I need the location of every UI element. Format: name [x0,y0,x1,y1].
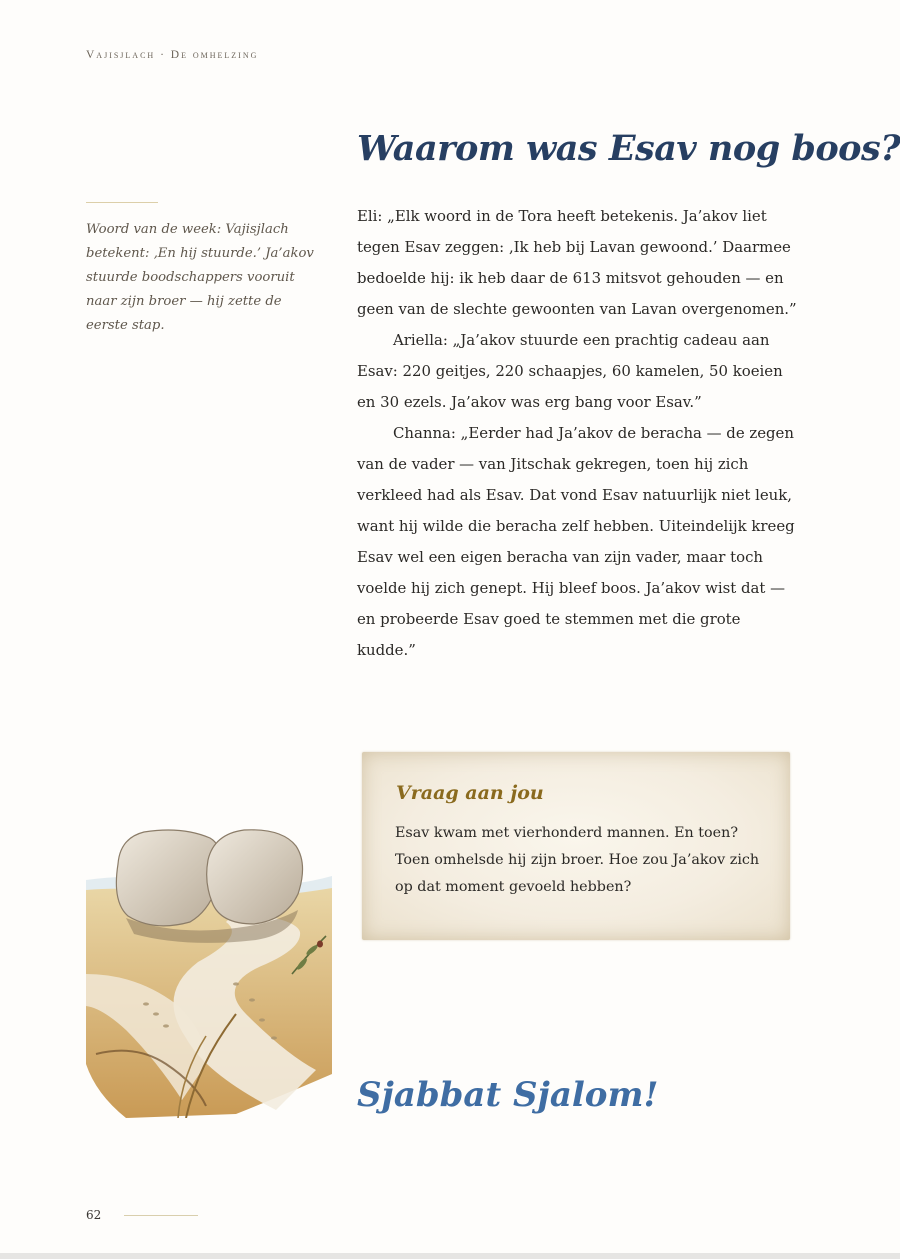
olive-fruit [317,941,323,948]
footer-rule [124,1215,198,1216]
closing-greeting: Sjabbat Sjalom! [357,1075,659,1115]
paragraph-ariella: Ariella: „Ja’akov stuurde een prachtig cadeau aan Esav: 220 geitjes, 220 schaapjes, 60 kamelen, 50 koeien en 30 ezels. Ja’akov was erg bang voor Esav.” [357,331,783,411]
body-text [357,201,797,666]
question-title: Vraag aan jou [396,782,544,804]
question-box [362,752,790,940]
page-title: Waarom was Esav nog boos? [357,128,900,169]
paragraph-channa: Channa: „Eerder had Ja’akov de beracha — de zegen van de vader — van Jitschak gekregen, toen hij zich verkleed had als Esav. Dat vond Esav natuurlijk niet leuk, want hij wilde die beracha zelf hebben. Uiteindelijk kreeg Esav wel een eigen beracha van zijn vader, maar toch voelde hij zich genept. Hij bleef boos. Ja’akov wist dat — en probeerde Esav goed te stemmen met die grote kudde.” [357,424,795,659]
side-note-rule [86,202,158,203]
rock-path-illustration [86,824,332,1118]
question-text: Esav kwam met vierhonderd mannen. En toen? Toen omhelsde hij zijn broer. Hoe zou Ja’akov zich op dat moment gevoeld hebben? [395,825,760,895]
page-number: 62 [86,1208,102,1222]
paragraph-eli: Eli: „Elk woord in de Tora heeft betekenis. Ja’akov liet tegen Esav zeggen: ‚Ik heb bij Lavan gewoond.’ Daarmee bedoelde hij: ik heb daar de 613 mitsvot gehouden — en geen van de slechte gewoonten van Lavan overgenomen.” [357,207,797,318]
page-bottom-strip [0,1253,900,1259]
running-head: Vajisjlach · De omhelzing [86,49,259,61]
side-note: Woord van de week: Vajisjlach betekent: ‚En hij stuurde.’ Ja’akov stuurde boodschappers vooruit naar zijn broer — hij zette de eerste stap. [86,222,314,333]
